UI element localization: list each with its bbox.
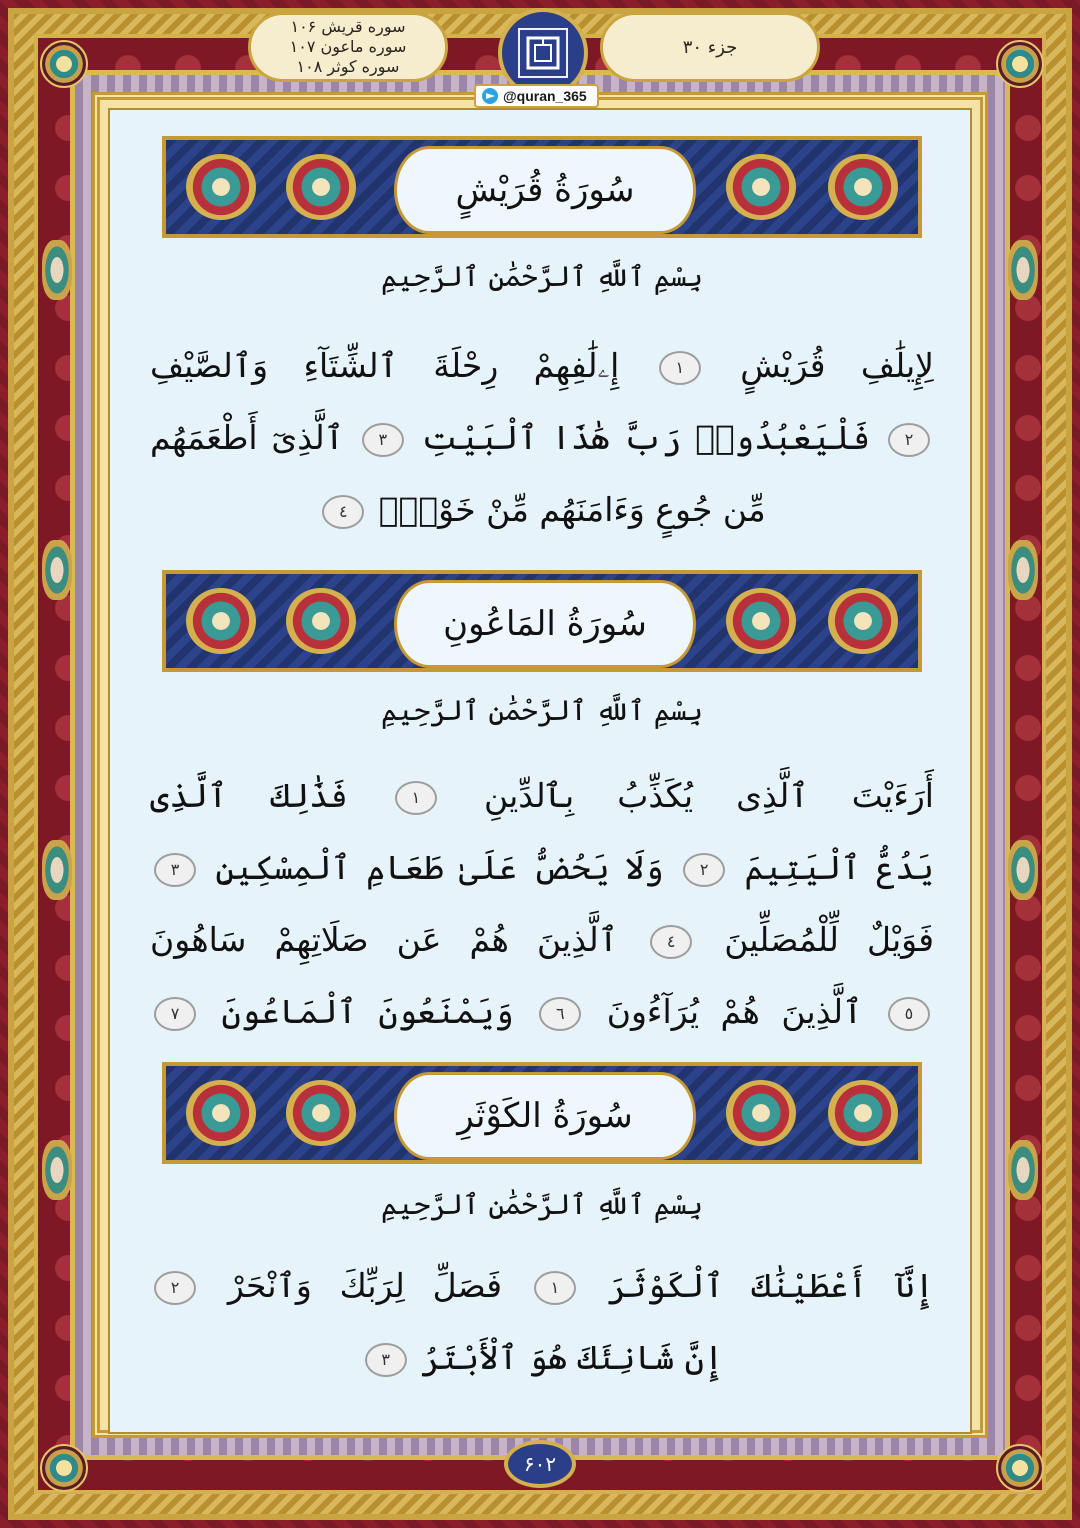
ayah-number-marker: ٣ — [365, 1343, 407, 1377]
ayah-text: فَوَيْلٌ لِّلْمُصَلِّينَ — [724, 920, 934, 959]
ayah-text: يَدُعُّ ٱلْيَتِيمَ — [744, 848, 934, 887]
ayah-text: إِنَّ شَانِئَكَ هُوَ ٱلْأَبْتَرُ — [421, 1338, 724, 1377]
surah-list-line: سوره قریش ۱۰۶ — [290, 17, 406, 36]
ayah-number-marker: ٧ — [154, 997, 196, 1031]
arabesque-ornament-icon — [726, 588, 796, 654]
ayah-number-marker: ٦ — [539, 997, 581, 1031]
side-ornament-icon — [1008, 1140, 1038, 1200]
side-ornament-icon — [42, 1140, 72, 1200]
surah-list-line: سوره کوثر ۱۰۸ — [296, 57, 400, 76]
ayah-text: أَرَءَيْتَ ٱلَّذِى يُكَذِّبُ بِٱلدِّينِ — [483, 776, 934, 815]
quran-text-panel — [108, 108, 972, 1434]
surah-list-line: سوره ماعون ۱۰۷ — [289, 37, 407, 56]
kufic-emblem-icon — [518, 28, 568, 78]
ayah-line — [150, 1322, 934, 1394]
ayah-number-marker: ١ — [395, 781, 437, 815]
side-ornament-icon — [1008, 840, 1038, 900]
ayah-text: وَلَا يَحُضُّ عَلَىٰ طَعَامِ ٱلْمِسْكِينِ — [215, 848, 664, 887]
basmala: بِسْمِ ٱللَّهِ ٱلرَّحْمَٰنِ ٱلرَّحِيمِ — [380, 694, 703, 727]
basmala: بِسْمِ ٱللَّهِ ٱلرَّحْمَٰنِ ٱلرَّحِيمِ — [380, 1188, 703, 1221]
surah-title-banner — [162, 136, 922, 238]
ayah-text: إِنَّآ أَعْطَيْنَٰكَ ٱلْكَوْثَرَ — [607, 1266, 934, 1305]
telegram-handle-badge[interactable] — [474, 84, 599, 108]
ayah-number-marker: ٢ — [888, 423, 930, 457]
arabesque-ornament-icon — [186, 588, 256, 654]
ayah-number-marker: ١ — [534, 1271, 576, 1305]
surah-title-plate — [394, 146, 696, 234]
side-ornament-icon — [42, 840, 72, 900]
arabesque-ornament-icon — [726, 154, 796, 220]
ayah-number-marker: ١ — [659, 351, 701, 385]
surah-title: سُورَةُ الكَوْثَرِ — [457, 1096, 633, 1136]
ayah-number-marker: ٣ — [362, 423, 404, 457]
ayah-text: فَلْيَعْبُدُوا۟ رَبَّ هَٰذَا ٱلْبَيْتِ — [421, 418, 871, 457]
ayah-text: فَصَلِّ لِرَبِّكَ وَٱنْحَرْ — [227, 1266, 503, 1305]
surah-title-plate — [394, 580, 696, 668]
ayah-line — [150, 402, 934, 474]
ayah-number-marker: ٣ — [154, 853, 196, 887]
juz-label: جزء ۳۰ — [682, 36, 738, 58]
arabesque-ornament-icon — [828, 588, 898, 654]
ayah-line — [150, 832, 934, 904]
surah-title-plate — [394, 1072, 696, 1160]
surah-title-banner — [162, 570, 922, 672]
arabesque-ornament-icon — [186, 1080, 256, 1146]
ayah-text: إِۦلَٰفِهِمْ رِحْلَةَ ٱلشِّتَآءِ وَٱلصَّيْفِ — [150, 346, 620, 385]
basmala: بِسْمِ ٱللَّهِ ٱلرَّحْمَٰنِ ٱلرَّحِيمِ — [380, 260, 703, 293]
ayah-line — [150, 760, 934, 832]
side-ornament-icon — [1008, 540, 1038, 600]
juz-cartouche — [600, 12, 820, 82]
telegram-icon — [482, 88, 498, 104]
corner-medallion-icon — [996, 1444, 1044, 1492]
ayah-line — [150, 474, 934, 546]
arabesque-ornament-icon — [828, 154, 898, 220]
side-ornament-icon — [42, 540, 72, 600]
ayah-line — [150, 976, 934, 1048]
arabesque-ornament-icon — [286, 588, 356, 654]
surah-title: سُورَةُ قُرَيْشٍ — [455, 170, 635, 210]
ayah-text: ٱلَّذِينَ هُمْ عَن صَلَاتِهِمْ سَاهُونَ — [150, 920, 619, 959]
arabesque-ornament-icon — [286, 1080, 356, 1146]
corner-medallion-icon — [40, 40, 88, 88]
ayah-text: مِّن جُوعٍ وَءَامَنَهُم مِّنْ خَوْفٍۭ — [378, 490, 766, 529]
handle-text: @quran_365 — [503, 88, 587, 104]
ayah-number-marker: ٤ — [650, 925, 692, 959]
side-ornament-icon — [1008, 240, 1038, 300]
ayah-line — [150, 904, 934, 976]
surah-list-cartouche — [248, 12, 448, 82]
ayah-text: لِإِيلَٰفِ قُرَيْشٍ — [740, 346, 935, 385]
ayah-number-marker: ٢ — [154, 1271, 196, 1305]
ayah-text: ٱلَّذِىٓ أَطْعَمَهُم — [150, 418, 344, 457]
surah-title: سُورَةُ المَاعُونِ — [443, 604, 647, 644]
arabesque-ornament-icon — [286, 154, 356, 220]
arabesque-ornament-icon — [726, 1080, 796, 1146]
ayah-text: ٱلَّذِينَ هُمْ يُرَآءُونَ — [606, 992, 863, 1031]
corner-medallion-icon — [40, 1444, 88, 1492]
page-number-badge: ۶۰۲ — [504, 1440, 576, 1488]
ayah-number-marker: ٤ — [322, 495, 364, 529]
surah-title-banner — [162, 1062, 922, 1164]
ayah-text: فَذَٰلِكَ ٱلَّذِى — [150, 776, 348, 815]
arabesque-ornament-icon — [828, 1080, 898, 1146]
ayah-text: وَيَمْنَعُونَ ٱلْمَاعُونَ — [221, 992, 514, 1031]
ayah-number-marker: ٢ — [683, 853, 725, 887]
arabesque-ornament-icon — [186, 154, 256, 220]
corner-medallion-icon — [996, 40, 1044, 88]
ayah-line — [150, 1250, 934, 1322]
ayah-line — [150, 330, 934, 402]
ayah-number-marker: ٥ — [888, 997, 930, 1031]
side-ornament-icon — [42, 240, 72, 300]
